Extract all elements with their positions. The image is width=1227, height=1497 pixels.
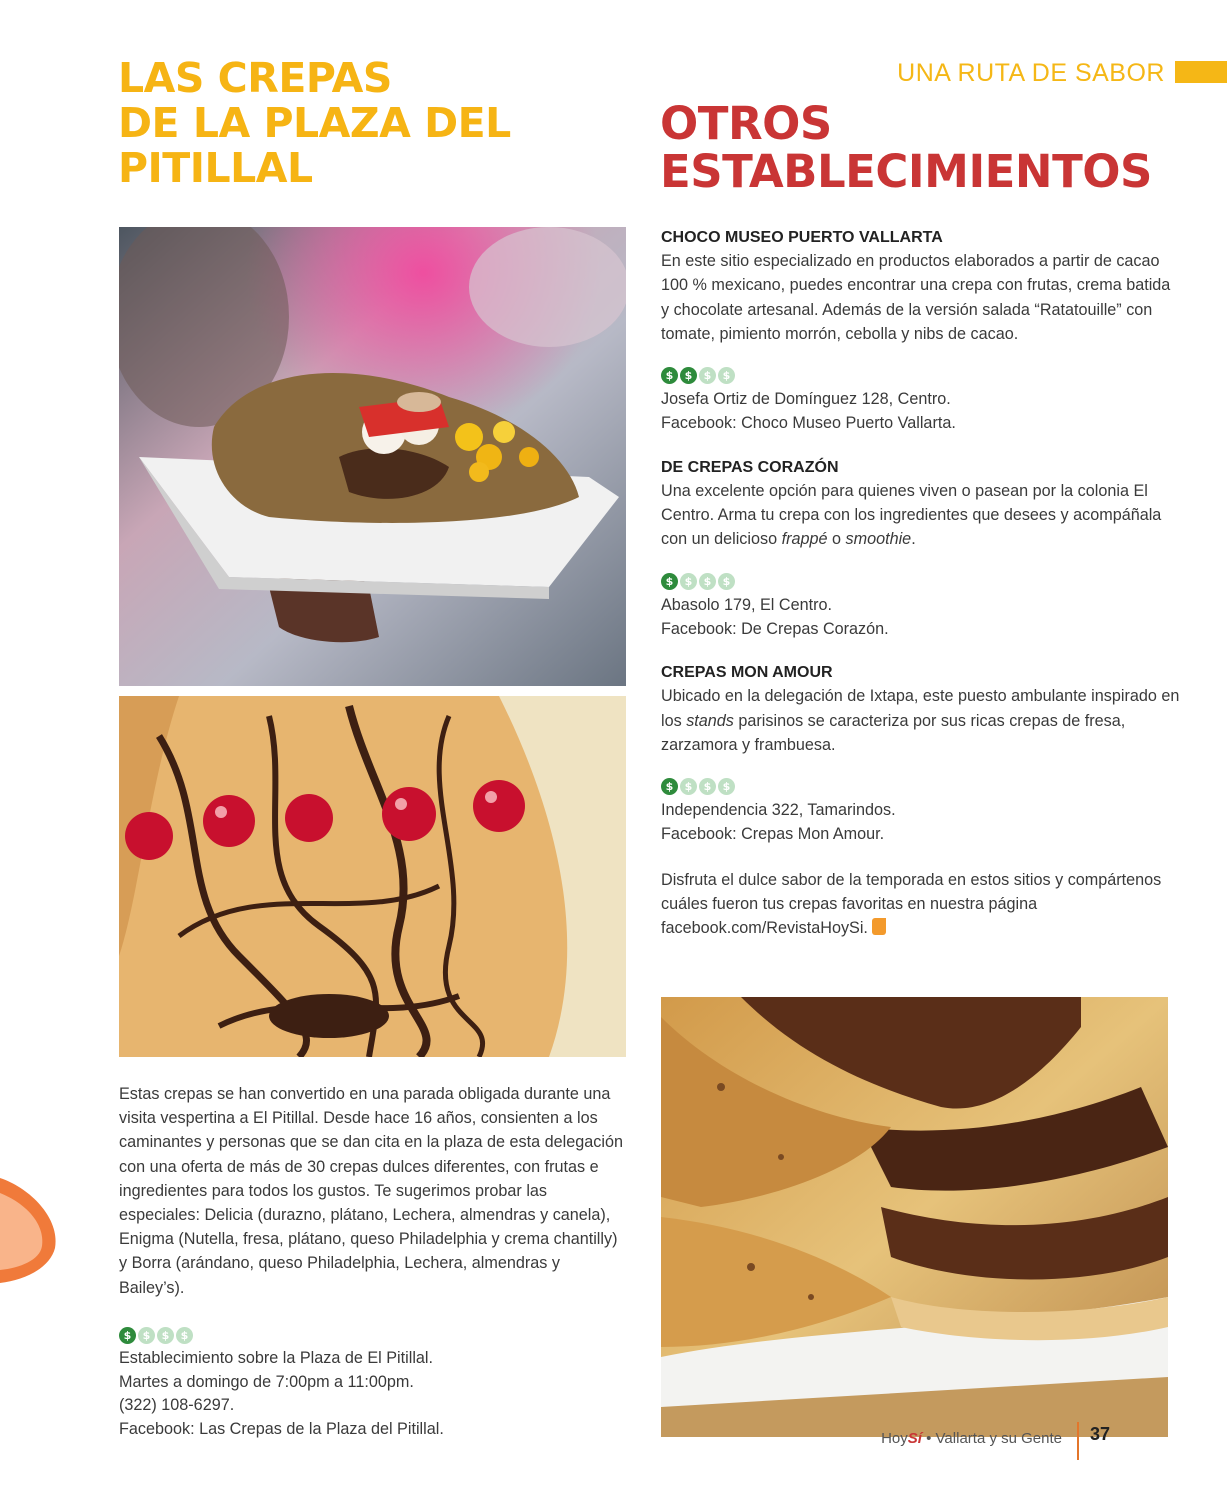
establishments-list bbox=[661, 227, 1181, 941]
crepe-dish-photo bbox=[119, 227, 626, 686]
section-tag-bar bbox=[1175, 61, 1227, 83]
footer-divider bbox=[1077, 1422, 1079, 1460]
price-rating bbox=[661, 367, 1181, 385]
brand-accent: Sí bbox=[907, 1430, 922, 1447]
establishment-name: DE CREPAS CORAZÓN bbox=[661, 458, 839, 476]
desc-text: o bbox=[827, 530, 846, 549]
left-title-line: DE LA PLAZA DEL bbox=[118, 99, 511, 147]
dollar-coin-icon: $ bbox=[718, 778, 735, 795]
desc-italic: stands bbox=[686, 711, 734, 730]
establishment-description bbox=[661, 684, 1181, 757]
cherry-crepe-photo bbox=[119, 696, 626, 1057]
establishment-address: Josefa Ortiz de Domínguez 128, Centro. bbox=[661, 390, 951, 409]
venue-hours: Martes a domingo de 7:00pm a 11:00pm. bbox=[119, 1372, 414, 1391]
price-rating bbox=[661, 778, 1181, 796]
establishment-name: CHOCO MUSEO PUERTO VALLARTA bbox=[661, 229, 943, 246]
closing-text: Disfruta el dulce sabor de la temporada en estos sitios y compártenos cuáles fueron tus crepas favoritas en nuestra página facebook.com/RevistaHoySi. bbox=[661, 870, 1162, 938]
right-title-line: ESTABLECIMIENTOS bbox=[660, 145, 1152, 198]
establishment-entry bbox=[661, 662, 1181, 846]
section-tag bbox=[870, 58, 1227, 88]
price-rating bbox=[119, 1327, 619, 1345]
establishment-entry bbox=[661, 227, 1181, 436]
dollar-coin-icon: $ bbox=[661, 367, 678, 384]
left-title bbox=[118, 56, 618, 191]
brand-suffix: • Vallarta y su Gente bbox=[921, 1430, 1062, 1447]
desc-text: parisinos se caracteriza por sus ricas crepas de fresa, zarzamora y frambuesa. bbox=[661, 711, 1126, 754]
establishment-facebook: Facebook: De Crepas Corazón. bbox=[661, 619, 889, 638]
dollar-coin-icon: $ bbox=[718, 367, 735, 384]
desc-text: Una excelente opción para quienes viven o pasean por la colonia El Centro. Arma tu crepa con los ingredientes que desees y acompáñala con un delicioso bbox=[661, 481, 1162, 549]
establishment-description: En este sitio especializado en productos elaborados a partir de cacao 100 % mexicano, puedes encontrar una crepa con frutas, crema batida y chocolate artesanal. Además de la versión salada “Ratatouille” con tomate, pimiento morrón, cebolla y nibs de cacao. bbox=[661, 252, 1171, 343]
left-article-paragraph: Estas crepas se han convertido en una parada obligada durante una visita vespertina a El Pitillal. Desde hace 16 años, consienten a los caminantes y personas que se dan cita en la plaza de esta delegación con una oferta de más de 30 crepas dulces diferentes, con frutas e ingredientes para todos los gustos. Te sugerimos probar las especiales: Delicia (durazno, plátano, Lechera, almendras y canela), Enigma (Nutella, fresa, plátano, queso Philadelphia y crema chantilly) y Borra (arándano, queso Philadelphia, Lechera, almendras y Bailey’s). bbox=[119, 1085, 623, 1297]
dollar-coin-icon: $ bbox=[680, 367, 697, 384]
establishment-description bbox=[661, 479, 1181, 552]
brand-prefix: Hoy bbox=[881, 1430, 908, 1447]
decorative-fruit-fragment bbox=[0, 1168, 62, 1288]
dollar-coin-icon: $ bbox=[718, 573, 735, 590]
dollar-coin-icon: $ bbox=[680, 573, 697, 590]
establishment-name: CREPAS MON AMOUR bbox=[661, 664, 833, 682]
desc-text: . bbox=[911, 530, 916, 549]
establishment-address: Abasolo 179, El Centro. bbox=[661, 595, 832, 614]
section-tag-text: UNA RUTA DE SABOR bbox=[897, 59, 1165, 87]
page-number: 37 bbox=[1090, 1424, 1111, 1444]
establishment-facebook: Facebook: Crepas Mon Amour. bbox=[661, 825, 885, 844]
closing-paragraph bbox=[661, 868, 1181, 941]
dollar-coin-icon: $ bbox=[119, 1327, 136, 1344]
end-of-article-mark bbox=[872, 918, 886, 935]
dollar-coin-icon: $ bbox=[157, 1327, 174, 1344]
right-title-line: OTROS bbox=[660, 97, 832, 150]
establishment-address: Independencia 322, Tamarindos. bbox=[661, 801, 896, 820]
folded-crepes-photo bbox=[661, 997, 1168, 1437]
page-footer bbox=[881, 1420, 1170, 1460]
left-title-line: LAS CREPAS bbox=[118, 54, 392, 102]
dollar-coin-icon: $ bbox=[699, 778, 716, 795]
dollar-coin-icon: $ bbox=[661, 573, 678, 590]
dollar-coin-icon: $ bbox=[699, 573, 716, 590]
venue-facebook: Facebook: Las Crepas de la Plaza del Pitillal. bbox=[119, 1419, 444, 1438]
dollar-coin-icon: $ bbox=[699, 367, 716, 384]
left-article-body bbox=[119, 1082, 629, 1300]
right-title bbox=[660, 97, 1220, 198]
desc-italic: frappé bbox=[781, 530, 828, 549]
dollar-coin-icon: $ bbox=[176, 1327, 193, 1344]
dollar-coin-icon: $ bbox=[661, 778, 678, 795]
price-rating bbox=[661, 573, 1181, 591]
left-title-line: PITILLAL bbox=[118, 144, 313, 192]
desc-text: Ubicado en la delegación de Ixtapa, este puesto ambulante inspirado en los bbox=[661, 687, 1180, 730]
venue-location: Establecimiento sobre la Plaza de El Pitillal. bbox=[119, 1349, 434, 1367]
establishment-facebook: Facebook: Choco Museo Puerto Vallarta. bbox=[661, 414, 956, 433]
establishment-entry bbox=[661, 457, 1181, 641]
dollar-coin-icon: $ bbox=[138, 1327, 155, 1344]
dollar-coin-icon: $ bbox=[680, 778, 697, 795]
venue-phone: (322) 108-6297. bbox=[119, 1396, 235, 1415]
magazine-brand bbox=[881, 1430, 1062, 1447]
left-venue-info bbox=[119, 1327, 619, 1441]
desc-italic: smoothie bbox=[845, 530, 912, 549]
